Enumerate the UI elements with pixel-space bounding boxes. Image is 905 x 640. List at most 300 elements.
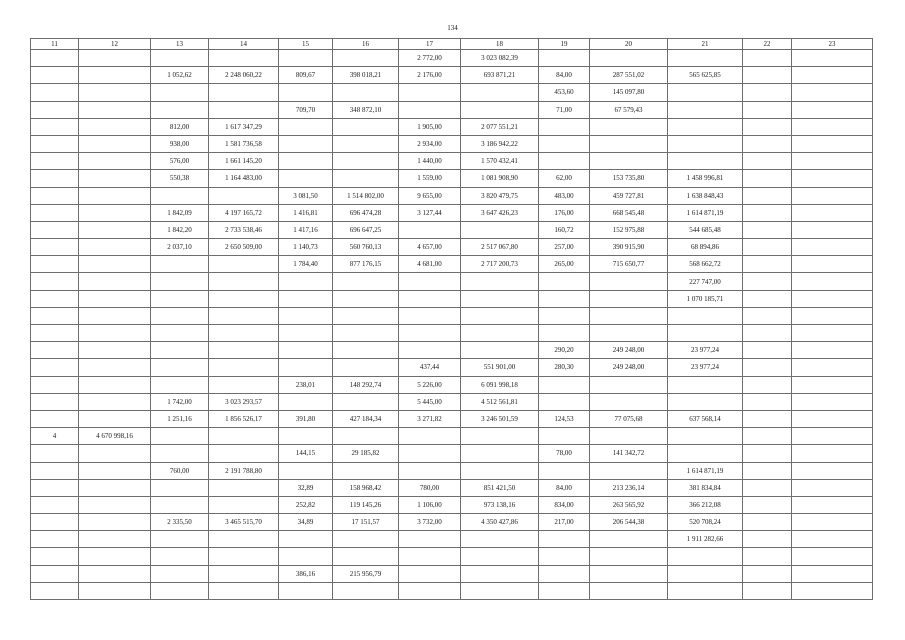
table-cell-col-22: [743, 50, 792, 67]
table-cell-col-15: [279, 170, 333, 187]
table-cell-col-16: [333, 307, 399, 324]
table-cell-col-20: [590, 531, 668, 548]
table-cell-col-11: [31, 153, 79, 170]
table-cell-col-17: 3 127,44: [399, 204, 461, 221]
table-row: [31, 170, 873, 187]
table-cell-col-15: 32,89: [279, 479, 333, 496]
table-cell-col-16: 348 872,10: [333, 101, 399, 118]
table-cell-col-20: 152 975,88: [590, 221, 668, 238]
ledger-table: [30, 38, 873, 600]
table-cell-col-12: [79, 187, 151, 204]
page-number: 134: [447, 24, 458, 32]
table-row: [31, 273, 873, 290]
table-cell-col-17: [399, 462, 461, 479]
table-cell-col-20: [590, 582, 668, 599]
table-cell-col-20: 263 565,92: [590, 496, 668, 513]
table-cell-col-18: 1 570 432,41: [461, 153, 539, 170]
table-cell-col-18: [461, 290, 539, 307]
table-cell-col-21: 68 894,86: [668, 239, 743, 256]
table-cell-col-22: [743, 410, 792, 427]
table-cell-col-21: [668, 307, 743, 324]
table-row: [31, 118, 873, 135]
table-cell-col-13: [151, 256, 209, 273]
table-cell-col-12: [79, 376, 151, 393]
table-cell-col-20: 77 075,68: [590, 410, 668, 427]
table-row: [31, 376, 873, 393]
table-cell-col-20: 67 579,43: [590, 101, 668, 118]
table-cell-col-21: [668, 548, 743, 565]
table-cell-col-22: [743, 67, 792, 84]
table-cell-col-19: [539, 135, 590, 152]
table-cell-col-15: [279, 531, 333, 548]
table-cell-col-19: 176,00: [539, 204, 590, 221]
table-cell-col-17: [399, 342, 461, 359]
table-cell-col-16: [333, 290, 399, 307]
table-cell-col-21: [668, 582, 743, 599]
table-cell-col-11: [31, 548, 79, 565]
table-cell-col-19: 71,00: [539, 101, 590, 118]
table-cell-col-11: [31, 359, 79, 376]
column-header-11: 11: [31, 39, 79, 50]
table-cell-col-19: [539, 565, 590, 582]
table-cell-col-22: [743, 101, 792, 118]
table-cell-col-17: 3 271,82: [399, 410, 461, 427]
table-cell-col-20: 206 544,38: [590, 514, 668, 531]
table-cell-col-17: 1 905,00: [399, 118, 461, 135]
table-cell-col-21: 23 977,24: [668, 342, 743, 359]
table-cell-col-11: [31, 135, 79, 152]
table-cell-col-21: 227 747,00: [668, 273, 743, 290]
table-cell-col-19: [539, 50, 590, 67]
table-cell-col-18: [461, 428, 539, 445]
table-cell-col-20: [590, 548, 668, 565]
table-cell-col-22: [743, 393, 792, 410]
table-cell-col-23: [792, 50, 873, 67]
table-cell-col-11: [31, 514, 79, 531]
table-cell-col-12: [79, 514, 151, 531]
table-cell-col-14: 4 197 165,72: [209, 204, 279, 221]
table-cell-col-11: [31, 342, 79, 359]
table-cell-col-16: [333, 273, 399, 290]
table-cell-col-17: [399, 548, 461, 565]
table-cell-col-12: [79, 118, 151, 135]
table-cell-col-18: 4 350 427,86: [461, 514, 539, 531]
table-cell-col-13: [151, 101, 209, 118]
table-cell-col-20: [590, 325, 668, 342]
table-cell-col-11: [31, 479, 79, 496]
table-cell-col-21: 1 070 185,71: [668, 290, 743, 307]
table-cell-col-22: [743, 118, 792, 135]
table-cell-col-18: [461, 462, 539, 479]
table-cell-col-16: 17 151,57: [333, 514, 399, 531]
table-cell-col-12: [79, 393, 151, 410]
table-row: [31, 359, 873, 376]
table-cell-col-23: [792, 153, 873, 170]
table-row: [31, 135, 873, 152]
table-cell-col-12: [79, 170, 151, 187]
table-cell-col-20: [590, 393, 668, 410]
table-cell-col-16: 877 176,15: [333, 256, 399, 273]
table-cell-col-20: [590, 153, 668, 170]
table-cell-col-17: [399, 290, 461, 307]
table-row: [31, 342, 873, 359]
table-cell-col-22: [743, 342, 792, 359]
table-cell-col-13: 550,38: [151, 170, 209, 187]
table-cell-col-14: 1 581 736,58: [209, 135, 279, 152]
table-cell-col-13: 2 037,10: [151, 239, 209, 256]
table-cell-col-16: 29 185,82: [333, 445, 399, 462]
table-cell-col-20: [590, 50, 668, 67]
table-cell-col-23: [792, 496, 873, 513]
table-cell-col-14: [209, 565, 279, 582]
table-cell-col-22: [743, 479, 792, 496]
table-cell-col-13: [151, 376, 209, 393]
table-cell-col-18: 2 517 067,80: [461, 239, 539, 256]
table-cell-col-23: [792, 393, 873, 410]
table-cell-col-17: 4 657,00: [399, 239, 461, 256]
table-cell-col-17: [399, 582, 461, 599]
table-cell-col-13: [151, 565, 209, 582]
table-cell-col-23: [792, 376, 873, 393]
table-header: [31, 39, 873, 50]
table-cell-col-23: [792, 239, 873, 256]
table-cell-col-18: [461, 531, 539, 548]
table-cell-col-16: 1 514 802,00: [333, 187, 399, 204]
table-cell-col-23: [792, 462, 873, 479]
table-cell-col-18: 3 647 426,23: [461, 204, 539, 221]
table-row: [31, 101, 873, 118]
table-cell-col-19: 257,00: [539, 239, 590, 256]
table-row: [31, 496, 873, 513]
table-cell-col-22: [743, 135, 792, 152]
table-cell-col-14: [209, 101, 279, 118]
table-cell-col-22: [743, 204, 792, 221]
table-cell-col-23: [792, 342, 873, 359]
table-cell-col-17: 1 559,00: [399, 170, 461, 187]
table-cell-col-14: 3 023 293,57: [209, 393, 279, 410]
table-cell-col-14: 1 856 526,17: [209, 410, 279, 427]
table-cell-col-20: [590, 462, 668, 479]
table-cell-col-21: [668, 50, 743, 67]
table-cell-col-14: 2 248 060,22: [209, 67, 279, 84]
table-cell-col-17: 2 176,00: [399, 67, 461, 84]
table-cell-col-21: 1 614 871,19: [668, 204, 743, 221]
table-cell-col-19: 84,00: [539, 479, 590, 496]
table-cell-col-11: [31, 221, 79, 238]
table-cell-col-12: [79, 204, 151, 221]
table-row: [31, 239, 873, 256]
table-cell-col-14: [209, 376, 279, 393]
table-cell-col-15: 391,80: [279, 410, 333, 427]
table-cell-col-15: [279, 325, 333, 342]
table-cell-col-17: 3 732,00: [399, 514, 461, 531]
table-cell-col-21: 544 685,48: [668, 221, 743, 238]
table-cell-col-15: 809,67: [279, 67, 333, 84]
table-cell-col-20: [590, 118, 668, 135]
table-cell-col-16: [333, 359, 399, 376]
table-cell-col-20: [590, 307, 668, 324]
table-cell-col-21: 1 458 996,81: [668, 170, 743, 187]
table-cell-col-18: [461, 445, 539, 462]
table-cell-col-22: [743, 548, 792, 565]
table-cell-col-16: [333, 325, 399, 342]
table-cell-col-16: [333, 582, 399, 599]
table-cell-col-12: [79, 273, 151, 290]
table-cell-col-21: [668, 101, 743, 118]
table-row: [31, 221, 873, 238]
table-cell-col-18: [461, 307, 539, 324]
table-cell-col-23: [792, 359, 873, 376]
table-cell-col-16: [333, 170, 399, 187]
table-cell-col-14: [209, 548, 279, 565]
table-cell-col-18: [461, 101, 539, 118]
table-cell-col-19: [539, 153, 590, 170]
table-cell-col-17: [399, 101, 461, 118]
table-cell-col-18: 4 512 561,81: [461, 393, 539, 410]
table-cell-col-18: 1 081 908,90: [461, 170, 539, 187]
table-row: [31, 410, 873, 427]
table-cell-col-21: 637 568,14: [668, 410, 743, 427]
table-cell-col-20: 715 650,77: [590, 256, 668, 273]
table-cell-col-14: 1 661 145,20: [209, 153, 279, 170]
table-cell-col-14: [209, 290, 279, 307]
table-cell-col-16: [333, 135, 399, 152]
column-header-12: 12: [79, 39, 151, 50]
table-row: [31, 393, 873, 410]
table-cell-col-16: [333, 50, 399, 67]
table-row: [31, 445, 873, 462]
table-cell-col-14: [209, 273, 279, 290]
table-cell-col-20: [590, 428, 668, 445]
table-cell-col-11: [31, 170, 79, 187]
table-cell-col-22: [743, 170, 792, 187]
column-header-22: 22: [743, 39, 792, 50]
table-cell-col-23: [792, 548, 873, 565]
table-cell-col-12: [79, 462, 151, 479]
column-header-21: 21: [668, 39, 743, 50]
table-row: [31, 50, 873, 67]
table-cell-col-23: [792, 582, 873, 599]
table-cell-col-22: [743, 307, 792, 324]
table-cell-col-17: 4 681,00: [399, 256, 461, 273]
table-cell-col-18: 3 186 942,22: [461, 135, 539, 152]
table-cell-col-20: 141 342,72: [590, 445, 668, 462]
column-header-16: 16: [333, 39, 399, 50]
table-cell-col-11: [31, 393, 79, 410]
table-cell-col-18: [461, 221, 539, 238]
table-cell-col-12: [79, 342, 151, 359]
table-cell-col-12: [79, 153, 151, 170]
table-cell-col-19: [539, 118, 590, 135]
table-cell-col-18: 3 246 501,59: [461, 410, 539, 427]
table-cell-col-21: 23 977,24: [668, 359, 743, 376]
table-cell-col-13: [151, 307, 209, 324]
table-cell-col-13: [151, 273, 209, 290]
table-cell-col-20: 213 236,14: [590, 479, 668, 496]
table-row: [31, 204, 873, 221]
table-cell-col-16: [333, 153, 399, 170]
table-cell-col-22: [743, 582, 792, 599]
table-cell-col-22: [743, 273, 792, 290]
table-cell-col-17: 5 226,00: [399, 376, 461, 393]
table-cell-col-19: [539, 325, 590, 342]
table-cell-col-22: [743, 290, 792, 307]
table-cell-col-23: [792, 221, 873, 238]
table-cell-col-16: [333, 548, 399, 565]
table-cell-col-11: [31, 565, 79, 582]
table-cell-col-13: [151, 445, 209, 462]
table-cell-col-20: 145 097,80: [590, 84, 668, 101]
table-cell-col-19: 84,00: [539, 67, 590, 84]
column-number-row: [31, 39, 873, 50]
table-row: [31, 479, 873, 496]
table-cell-col-17: [399, 307, 461, 324]
table-cell-col-19: [539, 531, 590, 548]
table-cell-col-14: [209, 256, 279, 273]
table-cell-col-18: 693 871,21: [461, 67, 539, 84]
table-cell-col-22: [743, 256, 792, 273]
table-cell-col-15: [279, 462, 333, 479]
table-cell-col-11: [31, 462, 79, 479]
table-cell-col-14: 1 617 347,29: [209, 118, 279, 135]
table-cell-col-14: [209, 50, 279, 67]
table-cell-col-12: [79, 325, 151, 342]
table-cell-col-18: 2 717 200,73: [461, 256, 539, 273]
table-row: [31, 462, 873, 479]
table-cell-col-12: [79, 548, 151, 565]
table-cell-col-20: 459 727,81: [590, 187, 668, 204]
table-cell-col-15: [279, 307, 333, 324]
table-cell-col-14: 1 164 483,00: [209, 170, 279, 187]
table-cell-col-17: [399, 325, 461, 342]
table-cell-col-12: [79, 359, 151, 376]
table-cell-col-18: 851 421,50: [461, 479, 539, 496]
table-cell-col-21: 1 614 871,19: [668, 462, 743, 479]
table-cell-col-12: [79, 290, 151, 307]
table-cell-col-11: [31, 84, 79, 101]
table-cell-col-20: 287 551,02: [590, 67, 668, 84]
table-cell-col-13: [151, 290, 209, 307]
table-cell-col-15: [279, 290, 333, 307]
table-cell-col-20: [590, 376, 668, 393]
table-cell-col-16: [333, 531, 399, 548]
table-cell-col-16: 696 647,25: [333, 221, 399, 238]
table-cell-col-16: [333, 342, 399, 359]
table-cell-col-19: [539, 548, 590, 565]
table-cell-col-18: [461, 84, 539, 101]
table-row: [31, 153, 873, 170]
table-cell-col-12: [79, 565, 151, 582]
table-cell-col-15: [279, 548, 333, 565]
table-cell-col-21: 568 662,72: [668, 256, 743, 273]
table-cell-col-16: 119 145,26: [333, 496, 399, 513]
table-cell-col-21: [668, 153, 743, 170]
table-cell-col-13: [151, 428, 209, 445]
table-cell-col-15: [279, 135, 333, 152]
table-cell-col-23: [792, 204, 873, 221]
table-cell-col-15: [279, 342, 333, 359]
table-cell-col-19: [539, 428, 590, 445]
table-cell-col-15: 252,82: [279, 496, 333, 513]
table-cell-col-12: 4 670 998,16: [79, 428, 151, 445]
table-row: [31, 565, 873, 582]
table-cell-col-23: [792, 187, 873, 204]
table-cell-col-16: [333, 84, 399, 101]
table-cell-col-18: [461, 325, 539, 342]
table-cell-col-13: [151, 342, 209, 359]
table-cell-col-15: [279, 84, 333, 101]
table-cell-col-23: [792, 273, 873, 290]
table-cell-col-22: [743, 239, 792, 256]
table-cell-col-18: 3 820 479,75: [461, 187, 539, 204]
table-cell-col-11: [31, 101, 79, 118]
table-cell-col-19: [539, 393, 590, 410]
table-cell-col-22: [743, 187, 792, 204]
table-cell-col-21: [668, 325, 743, 342]
table-cell-col-20: 668 545,48: [590, 204, 668, 221]
table-cell-col-15: 386,16: [279, 565, 333, 582]
table-cell-col-21: 565 625,85: [668, 67, 743, 84]
table-cell-col-20: 390 915,90: [590, 239, 668, 256]
table-cell-col-17: 5 445,00: [399, 393, 461, 410]
table-cell-col-23: [792, 256, 873, 273]
table-cell-col-17: [399, 84, 461, 101]
table-cell-col-12: [79, 582, 151, 599]
table-cell-col-11: [31, 307, 79, 324]
table-cell-col-14: 3 465 515,70: [209, 514, 279, 531]
table-cell-col-15: 34,89: [279, 514, 333, 531]
table-cell-col-17: [399, 428, 461, 445]
table-cell-col-11: [31, 445, 79, 462]
table-cell-col-14: [209, 428, 279, 445]
table-cell-col-17: [399, 445, 461, 462]
table-cell-col-19: 280,30: [539, 359, 590, 376]
table-cell-col-15: [279, 153, 333, 170]
column-header-19: 19: [539, 39, 590, 50]
table-cell-col-16: 696 474,28: [333, 204, 399, 221]
table-cell-col-14: [209, 496, 279, 513]
table-cell-col-11: 4: [31, 428, 79, 445]
table-cell-col-13: 760,00: [151, 462, 209, 479]
table-cell-col-12: [79, 221, 151, 238]
table-cell-col-13: 812,00: [151, 118, 209, 135]
table-cell-col-23: [792, 410, 873, 427]
table-cell-col-19: 834,00: [539, 496, 590, 513]
table-cell-col-19: [539, 462, 590, 479]
table-cell-col-22: [743, 531, 792, 548]
table-cell-col-18: 3 023 082,39: [461, 50, 539, 67]
table-cell-col-12: [79, 531, 151, 548]
table-cell-col-12: [79, 445, 151, 462]
table-cell-col-13: [151, 548, 209, 565]
table-cell-col-13: 576,00: [151, 153, 209, 170]
column-header-17: 17: [399, 39, 461, 50]
table-cell-col-15: 1 417,16: [279, 221, 333, 238]
table-cell-col-17: [399, 565, 461, 582]
table-cell-col-18: [461, 273, 539, 290]
column-header-23: 23: [792, 39, 873, 50]
table-cell-col-23: [792, 531, 873, 548]
column-header-20: 20: [590, 39, 668, 50]
table-cell-col-16: 427 184,34: [333, 410, 399, 427]
table-cell-col-16: [333, 393, 399, 410]
table-cell-col-19: [539, 290, 590, 307]
table-row: [31, 531, 873, 548]
table-cell-col-22: [743, 496, 792, 513]
table-cell-col-15: [279, 50, 333, 67]
table-cell-col-21: 1 911 282,66: [668, 531, 743, 548]
table-cell-col-16: 560 760,13: [333, 239, 399, 256]
